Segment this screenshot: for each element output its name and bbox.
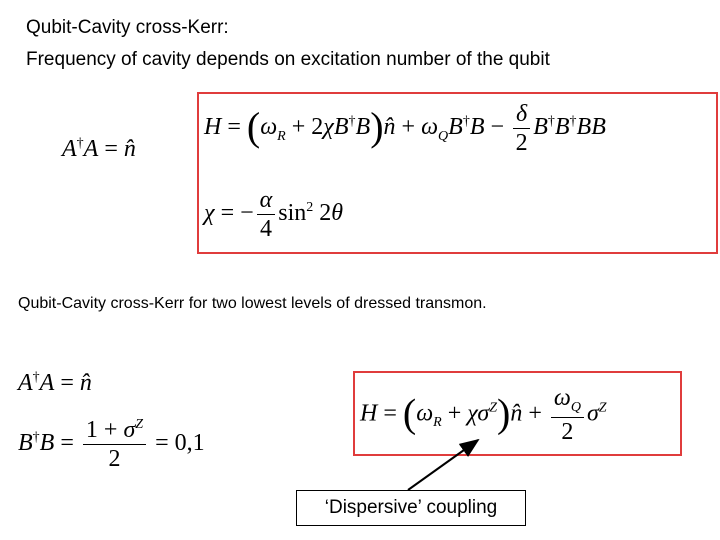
- callout-label: ‘Dispersive’ coupling: [296, 490, 526, 526]
- heading-line-2: Frequency of cavity depends on excitation number of the qubit: [26, 49, 550, 70]
- eq-hamiltonian-dispersive: $H = (\omega_R$ + $\chi\sigma^Z)n̂$ + $\frac{\omega_Q}{2}$ $\sigma^Z$: [360, 385, 607, 445]
- eq-chi: χ = − $\frac{\alpha}{4}$ $\sin^2 2\theta$: [204, 187, 344, 242]
- eq-qubit-occupation: B†B = $\frac{1 + \sigma^Z}{2}$ = 0,1: [18, 417, 205, 472]
- subheading: Qubit-Cavity cross-Kerr for two lowest levels of dressed transmon.: [18, 295, 487, 312]
- eq-hamiltonian-top: $H = (\omega_R$ + 2χB†B)n̂ + $\omega_QB^\dagger B$ − $\frac{\delta}{2}$ B†B†BB: [204, 101, 606, 156]
- heading-line-1: Qubit-Cavity cross-Kerr:: [26, 17, 229, 38]
- eq-number-operator-top: A†A = n̂: [62, 136, 136, 162]
- eq-number-operator-bottom: A†A = n̂: [18, 370, 92, 396]
